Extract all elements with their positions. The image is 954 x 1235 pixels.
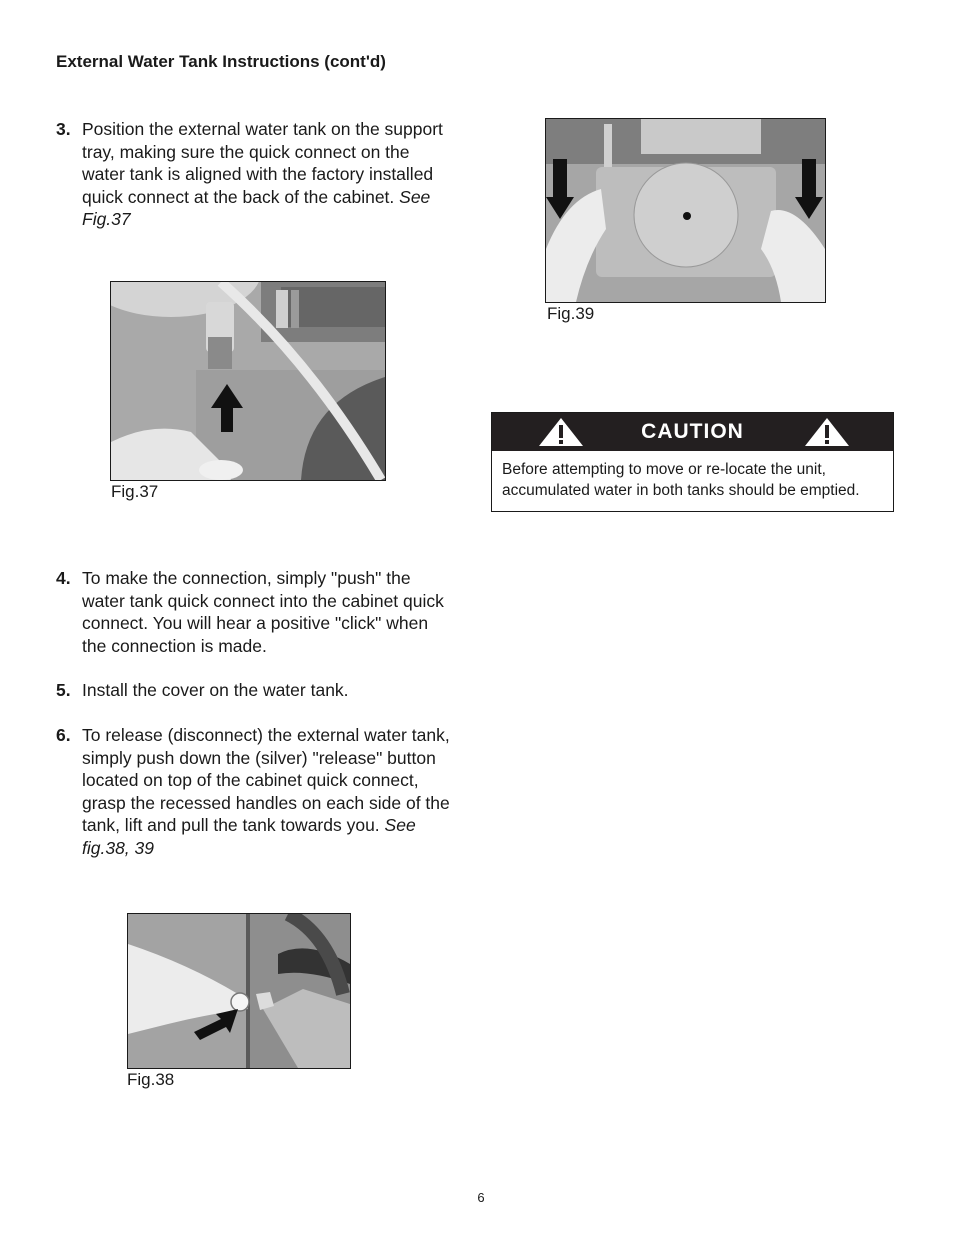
figure-38-caption: Fig.38 <box>127 1070 175 1089</box>
step-text: Position the external water tank on the support tray, making sure the quick connect on the water tank is aligned with the factory installed quick connect at the back of the cabinet. <box>82 119 443 207</box>
step-number: 6. <box>56 725 71 745</box>
caution-label: CAUTION <box>641 420 744 443</box>
step-text: Install the cover on the water tank. <box>82 680 349 700</box>
step-number: 5. <box>56 680 71 700</box>
figure-39-caption: Fig.39 <box>547 304 595 323</box>
step-number: 3. <box>56 119 71 139</box>
caution-text: Before attempting to move or re-locate the unit, accumulated water in both tanks should be emptied. <box>502 461 860 499</box>
page-number: 6 <box>477 1190 485 1205</box>
figure-reference: See Fig.37 <box>82 186 431 229</box>
warning-triangle-icon <box>804 417 850 447</box>
step-3 <box>56 118 456 231</box>
step-5 <box>56 679 456 702</box>
step-text: To make the connection, simply "push" the water tank quick connect into the cabinet quick connect. You will hear a positive "click" when the connection is made. <box>82 568 444 656</box>
figure-38-image <box>127 913 351 1069</box>
figure-reference: See fig.38, 39 <box>82 815 416 858</box>
caution-box <box>491 412 894 512</box>
figure-39-image <box>545 118 826 303</box>
step-6 <box>56 724 466 859</box>
page-title: External Water Tank Instructions (cont'd) <box>56 52 386 71</box>
figure-37-caption: Fig.37 <box>111 482 159 501</box>
figure-37-image <box>110 281 386 481</box>
caution-header <box>492 413 893 451</box>
step-text: To release (disconnect) the external water tank, simply push down the (silver) "release" button located on top of the cabinet quick connect, grasp the recessed handles on each side of the tank, lift and pull the tank towards you. <box>82 725 450 835</box>
step-number: 4. <box>56 568 71 588</box>
step-4 <box>56 567 456 657</box>
